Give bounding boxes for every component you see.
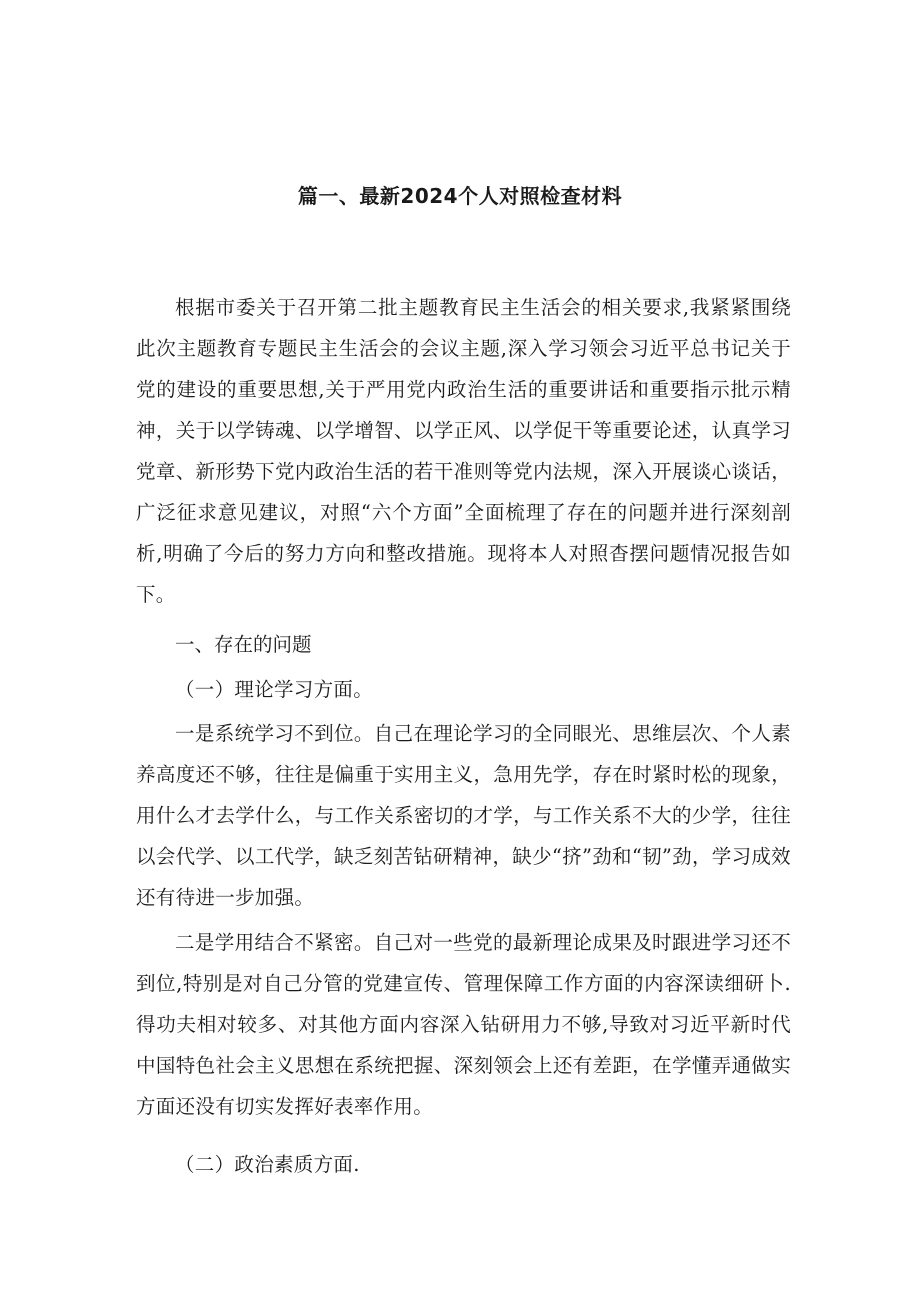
section-heading-problems: 一、存在的问题 [175, 633, 312, 656]
intro-paragraph: 根据市委关于召开第二批主题教育民主生活会的相关要求,我紧紧围绕此次主题教育专题民主生活会的会议主题,深入学习领会习近平总书记关于党的建设的重要思想,关于严用党内政治生活的重要讲话和重要指示批示精神，关于以学铸魂、以学增智、以学正风、以学促干等重要论述，认真学习党章、新形势下党内政治生活的若干准则等党内法规，深入开展谈心谈话，广泛征求意见建议，对照“六个方面”全面梳理了存在的问题并进行深刻剖析,明确了今后的努力方向和整改措施。现将本人对照杳摆问题情况报告如下。 [136, 296, 791, 606]
subsection-heading-political: （二）政治素质方面. [175, 1153, 360, 1176]
document-title: 篇一、最新2024个人对照检查材料 [297, 184, 623, 208]
paragraph-systematic-study: 一是系统学习不到位。自己在理论学习的全同眼光、思维层次、个人素养高度还不够，往往是偏重于实用主义，急用先学，存在时紧时松的现象，用什么才去学什么，与工作关系密切的才学，与工作关系不大的少学，往往以会代学、以工代学，缺乏刻苦钻研精神，缺少“挤”劲和“韧”劲，学习成效还有待进一步加强。 [136, 722, 791, 909]
paragraph-study-application: 二是学用结合不紧密。自己对一些党的最新理论成果及时跟进学习还不到位,特别是对自己分管的党建宣传、管理保障工作方面的内容深读细研卜.得功夫相对较多、对其他方面内容深入钻研用力不够,导致对习近平新时代中国特色社会主义思想在系统把握、深刻领会上还有差距，在学懂弄通做实方面还没有切实发挥好表率作用。 [136, 931, 791, 1118]
subsection-heading-theory: （一）理论学习方面。 [175, 678, 374, 701]
